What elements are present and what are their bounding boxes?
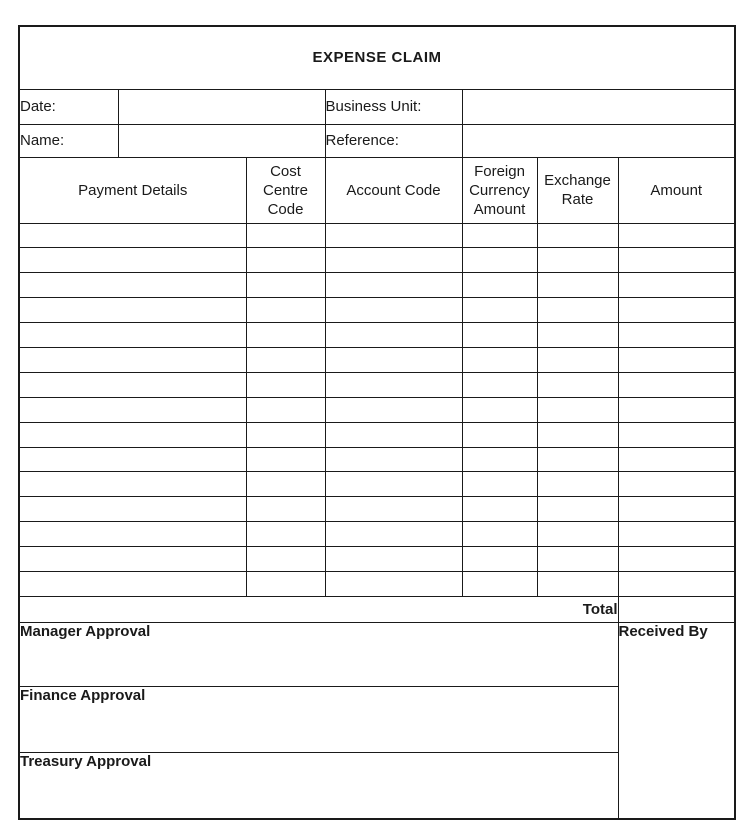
cell-amount[interactable] [618, 273, 735, 298]
cell-amount[interactable] [618, 447, 735, 472]
expense-row [19, 447, 735, 472]
expense-row [19, 522, 735, 547]
cell-foreign-currency-amount[interactable] [462, 298, 537, 323]
cell-cost-centre-code[interactable] [246, 323, 325, 348]
cell-exchange-rate[interactable] [537, 571, 618, 596]
cell-account-code[interactable] [325, 447, 462, 472]
expense-row [19, 497, 735, 522]
expense-row [19, 273, 735, 298]
cell-cost-centre-code[interactable] [246, 522, 325, 547]
cell-amount[interactable] [618, 522, 735, 547]
total-label: Total [19, 596, 618, 622]
cell-payment-details[interactable] [19, 248, 246, 273]
cell-foreign-currency-amount[interactable] [462, 547, 537, 572]
expense-row [19, 571, 735, 596]
cell-foreign-currency-amount[interactable] [462, 223, 537, 248]
header-amount: Amount [618, 157, 735, 223]
cell-account-code[interactable] [325, 472, 462, 497]
cell-payment-details[interactable] [19, 397, 246, 422]
cell-amount[interactable] [618, 571, 735, 596]
cell-account-code[interactable] [325, 497, 462, 522]
cell-exchange-rate[interactable] [537, 522, 618, 547]
cell-payment-details[interactable] [19, 298, 246, 323]
expense-row [19, 472, 735, 497]
cell-exchange-rate[interactable] [537, 273, 618, 298]
reference-label: Reference: [325, 124, 462, 157]
cell-amount[interactable] [618, 372, 735, 397]
cell-amount[interactable] [618, 397, 735, 422]
expense-row [19, 422, 735, 447]
cell-payment-details[interactable] [19, 571, 246, 596]
cell-account-code[interactable] [325, 422, 462, 447]
cell-account-code[interactable] [325, 547, 462, 572]
cell-cost-centre-code[interactable] [246, 547, 325, 572]
cell-foreign-currency-amount[interactable] [462, 347, 537, 372]
cell-account-code[interactable] [325, 347, 462, 372]
expense-row [19, 298, 735, 323]
date-input-cell[interactable] [118, 89, 325, 124]
business-unit-label: Business Unit: [325, 89, 462, 124]
header-account-code: Account Code [325, 157, 462, 223]
manager-approval-cell[interactable]: Manager Approval [19, 622, 618, 686]
expense-row [19, 248, 735, 273]
cell-exchange-rate[interactable] [537, 298, 618, 323]
cell-account-code[interactable] [325, 522, 462, 547]
cell-payment-details[interactable] [19, 422, 246, 447]
cell-account-code[interactable] [325, 223, 462, 248]
expense-row [19, 347, 735, 372]
received-by-cell[interactable]: Received By [618, 622, 735, 819]
cell-exchange-rate[interactable] [537, 223, 618, 248]
header-cost-centre-code: Cost Centre Code [246, 157, 325, 223]
cell-foreign-currency-amount[interactable] [462, 323, 537, 348]
cell-cost-centre-code[interactable] [246, 497, 325, 522]
cell-exchange-rate[interactable] [537, 497, 618, 522]
name-label: Name: [19, 124, 118, 157]
date-label: Date: [19, 89, 118, 124]
cell-account-code[interactable] [325, 248, 462, 273]
cell-cost-centre-code[interactable] [246, 223, 325, 248]
expense-claim-form [18, 25, 736, 820]
cell-foreign-currency-amount[interactable] [462, 422, 537, 447]
cell-account-code[interactable] [325, 571, 462, 596]
cell-exchange-rate[interactable] [537, 472, 618, 497]
cell-amount[interactable] [618, 422, 735, 447]
expense-row [19, 372, 735, 397]
treasury-approval-cell[interactable]: Treasury Approval [19, 752, 618, 819]
cell-payment-details[interactable] [19, 372, 246, 397]
cell-cost-centre-code[interactable] [246, 422, 325, 447]
expense-rows [19, 223, 735, 596]
cell-payment-details[interactable] [19, 223, 246, 248]
cell-account-code[interactable] [325, 273, 462, 298]
header-payment-details: Payment Details [19, 157, 246, 223]
cell-account-code[interactable] [325, 372, 462, 397]
cell-payment-details[interactable] [19, 472, 246, 497]
cell-amount[interactable] [618, 323, 735, 348]
cell-payment-details[interactable] [19, 497, 246, 522]
cell-exchange-rate[interactable] [537, 422, 618, 447]
cell-payment-details[interactable] [19, 447, 246, 472]
manager-approval-row [19, 622, 735, 686]
total-row [19, 596, 735, 622]
cell-cost-centre-code[interactable] [246, 347, 325, 372]
reference-input-cell[interactable] [462, 124, 735, 157]
cell-cost-centre-code[interactable] [246, 397, 325, 422]
cell-cost-centre-code[interactable] [246, 472, 325, 497]
total-amount-cell[interactable] [618, 596, 735, 622]
cell-exchange-rate[interactable] [537, 323, 618, 348]
form-title: EXPENSE CLAIM [19, 26, 735, 89]
cell-cost-centre-code[interactable] [246, 298, 325, 323]
expense-row [19, 397, 735, 422]
cell-cost-centre-code[interactable] [246, 571, 325, 596]
expense-row [19, 323, 735, 348]
title-row [19, 26, 735, 89]
header-foreign-currency-amount: Foreign Currency Amount [462, 157, 537, 223]
cell-cost-centre-code[interactable] [246, 273, 325, 298]
cell-payment-details[interactable] [19, 273, 246, 298]
cell-account-code[interactable] [325, 323, 462, 348]
cell-amount[interactable] [618, 298, 735, 323]
finance-approval-cell[interactable]: Finance Approval [19, 686, 618, 752]
cell-exchange-rate[interactable] [537, 397, 618, 422]
cell-foreign-currency-amount[interactable] [462, 248, 537, 273]
cell-amount[interactable] [618, 547, 735, 572]
name-input-cell[interactable] [118, 124, 325, 157]
date-business-unit-row [19, 89, 735, 124]
cell-cost-centre-code[interactable] [246, 447, 325, 472]
business-unit-input-cell[interactable] [462, 89, 735, 124]
cell-payment-details[interactable] [19, 522, 246, 547]
column-header-row [19, 157, 735, 223]
cell-payment-details[interactable] [19, 323, 246, 348]
header-exchange-rate: Exchange Rate [537, 157, 618, 223]
cell-cost-centre-code[interactable] [246, 248, 325, 273]
name-reference-row [19, 124, 735, 157]
cell-exchange-rate[interactable] [537, 547, 618, 572]
cell-foreign-currency-amount[interactable] [462, 273, 537, 298]
cell-amount[interactable] [618, 347, 735, 372]
cell-exchange-rate[interactable] [537, 447, 618, 472]
cell-exchange-rate[interactable] [537, 347, 618, 372]
cell-foreign-currency-amount[interactable] [462, 397, 537, 422]
cell-payment-details[interactable] [19, 347, 246, 372]
cell-foreign-currency-amount[interactable] [462, 372, 537, 397]
cell-foreign-currency-amount[interactable] [462, 522, 537, 547]
cell-exchange-rate[interactable] [537, 248, 618, 273]
cell-amount[interactable] [618, 248, 735, 273]
cell-account-code[interactable] [325, 397, 462, 422]
cell-exchange-rate[interactable] [537, 372, 618, 397]
expense-row [19, 547, 735, 572]
cell-amount[interactable] [618, 472, 735, 497]
cell-foreign-currency-amount[interactable] [462, 497, 537, 522]
cell-foreign-currency-amount[interactable] [462, 447, 537, 472]
cell-account-code[interactable] [325, 298, 462, 323]
expense-row [19, 223, 735, 248]
cell-payment-details[interactable] [19, 547, 246, 572]
cell-cost-centre-code[interactable] [246, 372, 325, 397]
cell-amount[interactable] [618, 497, 735, 522]
cell-foreign-currency-amount[interactable] [462, 571, 537, 596]
cell-amount[interactable] [618, 223, 735, 248]
cell-foreign-currency-amount[interactable] [462, 472, 537, 497]
